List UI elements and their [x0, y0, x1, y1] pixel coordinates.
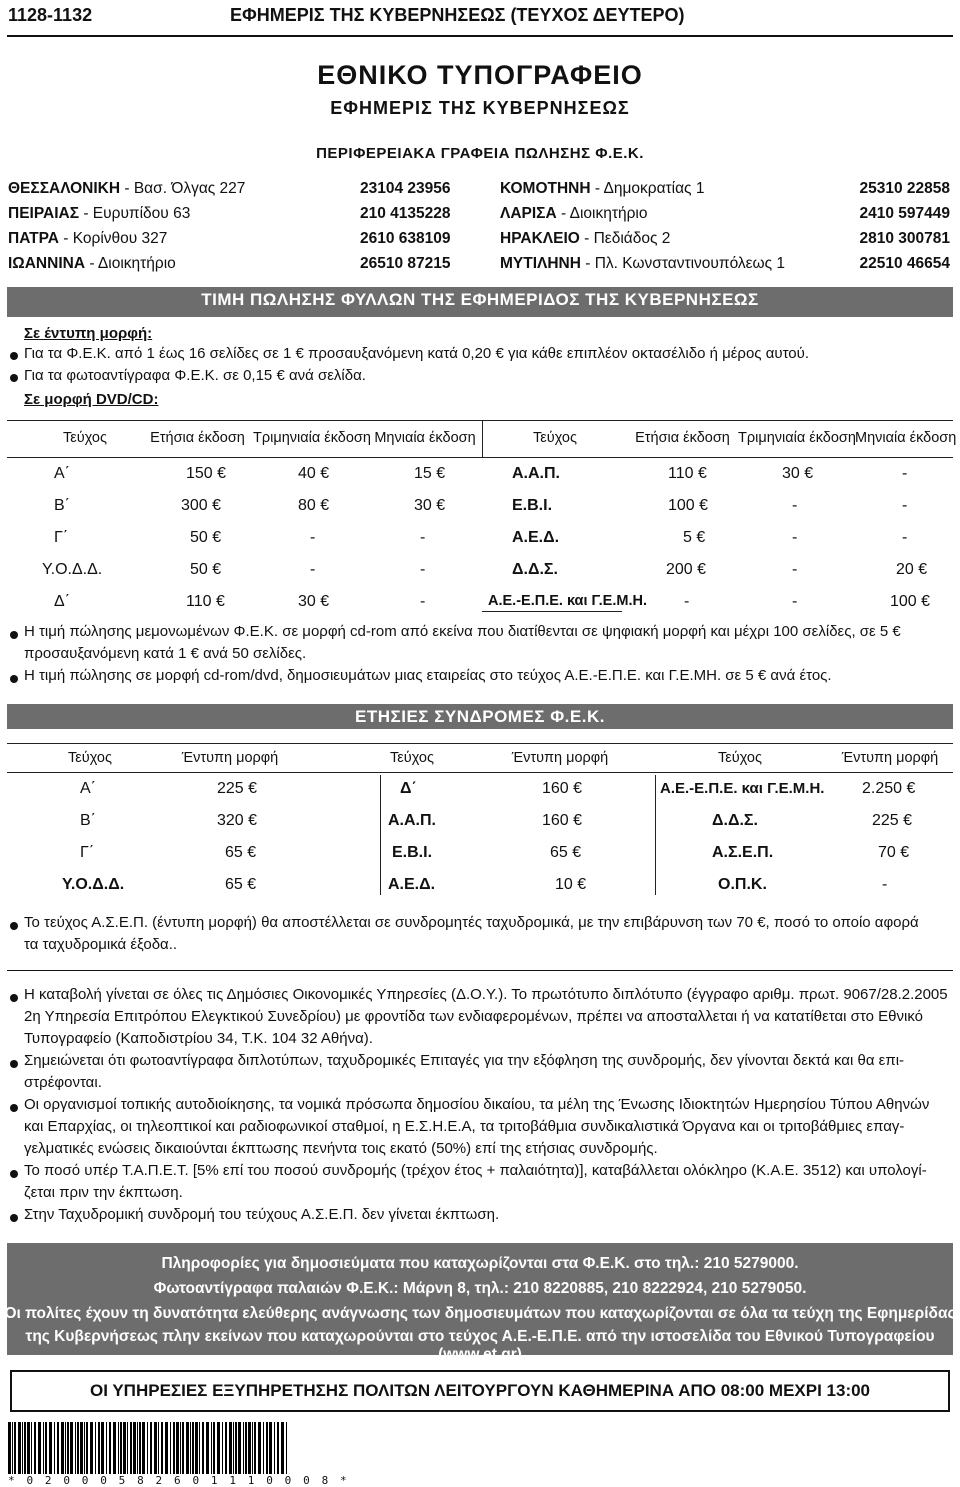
table-cell: -: [684, 593, 690, 610]
table-cell: Δ.Δ.Σ.: [712, 812, 758, 829]
cdrom-dvd-note: Η τιμή πώλησης σε μορφή cd-rom/dvd, δημοσιευμάτων μιας εταιρείας στο τεύχος Α.Ε.-Ε.Π.Ε. και Γ.Ε.ΜΗ. σε 5 € ανά έτος.: [24, 667, 832, 684]
payment-line: Τυπογραφείο (Καποδιστρίου 34, Τ.Κ. 104 32 Αθήνα).: [24, 1030, 373, 1047]
bullet-icon: [10, 1170, 18, 1178]
table-cell: 65 €: [225, 844, 257, 861]
table-header: Έντυπη μορφή: [511, 750, 609, 766]
asep-note-cont: τα ταχυδρομικά έξοδα..: [24, 936, 178, 953]
table-cell: 80 €: [298, 497, 330, 514]
table-cell: 110 €: [668, 465, 707, 482]
payment-line: στρέφονται.: [24, 1074, 102, 1091]
table-cell: 50 €: [190, 561, 222, 578]
asep-note: Το τεύχος Α.Σ.Ε.Π. (έντυπη μορφή) θα αποστέλλεται σε συνδρομητές ταχυδρομικά, με την επιβάρυνση των 70 €, ποσό το οποίο αφορά: [24, 914, 919, 931]
table-cell: 70 €: [878, 844, 910, 861]
table-cell: Δ΄: [54, 593, 71, 610]
publisher-subtitle: ΕΦΗΜΕΡΙΣ ΤΗΣ ΚΥΒΕΡΝΗΣΕΩΣ: [330, 98, 630, 118]
barcode-icon: [8, 1422, 290, 1474]
office-phone: 2410 597449: [859, 205, 950, 222]
table-divider: [482, 420, 483, 457]
office-phone: 2810 300781: [859, 230, 950, 247]
table-cell: 110 €: [186, 593, 225, 610]
table-rule: [7, 420, 953, 421]
table-divider: [655, 775, 656, 895]
table-cell: 40 €: [298, 465, 330, 482]
table-cell: 225 €: [217, 780, 258, 797]
table-cell: -: [420, 593, 426, 610]
table-cell: Β΄: [54, 497, 70, 514]
payment-line: Στην Ταχυδρομική συνδρομή του τεύχους Α.Σ.Ε.Π. δεν γίνεται έκπτωση.: [24, 1206, 500, 1223]
table-rule: [7, 457, 953, 458]
bullet-icon: [10, 994, 18, 1002]
office-phone: 26510 87215: [360, 255, 451, 272]
cdrom-note-cont: προσαυξανόμενη κατά 1 € ανά 50 σελίδες.: [24, 645, 307, 662]
table-cell: 100 €: [890, 593, 931, 610]
office-phone: 210 4135228: [360, 205, 451, 222]
table-header: Τεύχος: [533, 430, 577, 446]
office-row: ΠΑΤΡΑ - Κορίνθου 327: [8, 230, 168, 247]
table-cell: Γ΄: [80, 844, 95, 861]
table-cell: -: [902, 497, 908, 514]
office-row: ΚΟΜΟΤΗΝΗ - Δημοκρατίας 1: [500, 180, 705, 197]
info-line: Πληροφορίες για δημοσιεύματα που καταχωρίζονται στα Φ.Ε.Κ. στο τηλ.: 210 5279000.: [161, 1255, 799, 1272]
bullet-icon: [10, 374, 18, 382]
payment-line: Σημειώνεται ότι φωτοαντίγραφα διπλοτύπων, ταχυδρομικές Επιταγές για την εξόφληση της συνδρομής, δεν γίνονται δεκτά και θα επι-: [24, 1052, 905, 1069]
print-price-line: Για τα Φ.Ε.Κ. από 1 έως 16 σελίδες σε 1 € προσαυξανόμενη κατά 0,20 € για κάθε επιπλέον οκτασέλιδο ή μέρος αυτού.: [24, 345, 810, 362]
table-header: Τεύχος: [63, 430, 107, 446]
office-row: ΠΕΙΡΑΙΑΣ - Ευρυπίδου 63: [8, 205, 191, 222]
payment-line: 2η Υπηρεσία Επιτρόπου Ελεγκτικού Συνεδρίου) με φροντίδα των ενδιαφερομένων, πρέπει να αποσταλλεται ή να κατατίθεται στο Εθνικό: [24, 1008, 923, 1025]
section-rule: [7, 970, 953, 971]
table-cell: Α.Ε.Δ.: [388, 876, 436, 893]
table-cell: 65 €: [225, 876, 257, 893]
table-divider: [380, 775, 381, 895]
table-rule: [7, 772, 953, 773]
table-header: Τριμηνιαία έκδοση: [253, 430, 371, 446]
table-cell: Ε.Β.Ι.: [512, 497, 553, 514]
bullet-icon: [10, 1060, 18, 1068]
photocopy-price-line: Για τα φωτοαντίγραφα Φ.Ε.Κ. σε 0,15 € ανά σελίδα.: [24, 367, 366, 384]
table-cell: 320 €: [217, 812, 258, 829]
table-cell: Α΄: [54, 465, 70, 482]
table-header: Ετήσια έκδοση: [150, 430, 245, 446]
table-cell: Α.Ε.-Ε.Π.Ε. και Γ.Ε.Μ.Η.: [660, 780, 825, 797]
header-rule: [7, 35, 953, 37]
table-cell: Ο.Π.Κ.: [718, 876, 767, 893]
bullet-icon: [10, 1214, 18, 1222]
table-header: Ετήσια έκδοση: [635, 430, 730, 446]
payment-line: Το ποσό υπέρ Τ.Α.Π.Ε.Τ. [5% επί του ποσού συνδρομής (τρέχον έτος + παλαιότητα)], καταβάλλεται ολόκληρο (Κ.Α.Ε. 3512) και υπολογί-: [24, 1162, 927, 1179]
office-phone: 25310 22858: [859, 180, 950, 197]
table-cell: -: [310, 529, 316, 546]
table-cell: Γ΄: [54, 529, 69, 546]
office-phone: 23104 23956: [360, 180, 451, 197]
office-row: ΗΡΑΚΛΕΙΟ - Πεδιάδος 2: [500, 230, 671, 247]
bullet-icon: [10, 352, 18, 360]
table-cell: 65 €: [550, 844, 582, 861]
price-title: ΤΙΜΗ ΠΩΛΗΣΗΣ ΦΥΛΛΩΝ ΤΗΣ ΕΦΗΜΕΡΙΔΟΣ ΤΗΣ ΚΥΒΕΡΝΗΣΕΩΣ: [201, 290, 759, 309]
office-row: ΘΕΣΣΑΛΟΝΙΚΗ - Βασ. Όλγας 227: [8, 180, 246, 197]
bullet-icon: [10, 631, 18, 639]
table-cell: 200 €: [666, 561, 707, 578]
service-hours: ΟΙ ΥΠΗΡΕΣΙΕΣ ΕΞΥΠΗΡΕΤΗΣΗΣ ΠΟΛΙΤΩΝ ΛΕΙΤΟΥΡΓΟΥΝ ΚΑΘΗΜΕΡΙΝΑ ΑΠΟ 08:00 ΜΕΧΡΙ 13:00: [10, 1370, 950, 1412]
table-cell: 150 €: [186, 465, 227, 482]
table-header: Μηνιαία έκδοση: [855, 430, 957, 446]
payment-line: Η καταβολή γίνεται σε όλες τις Δημόσιες Οικονομικές Υπηρεσίες (Δ.Ο.Υ.). Το πρωτότυπο διπλότυπο (έγγραφο αριθμ. πρωτ. 9067/28.2.2005: [24, 986, 948, 1003]
table-cell: -: [792, 593, 798, 610]
table-cell: 15 €: [414, 465, 446, 482]
regional-offices-title: ΠΕΡΙΦΕΡΕΙΑΚΑ ΓΡΑΦΕΙΑ ΠΩΛΗΣΗΣ Φ.Ε.Κ.: [316, 145, 644, 162]
table-header: Έντυπη μορφή: [841, 750, 939, 766]
table-cell: -: [792, 561, 798, 578]
payment-line: Οι οργανισμοί τοπικής αυτοδιοίκησης, τα νομικά πρόσωπα δημοσίου δικαίου, τα μέλη της Ένωσης Ιδιοκτητών Ημερησίου Τύπου Αθηνών: [24, 1096, 930, 1113]
table-cell: Δ΄: [400, 780, 417, 797]
office-row: ΜΥΤΙΛΗΝΗ - Πλ. Κωνσταντινουπόλεως 1: [500, 255, 786, 272]
table-cell: Α.Ε.-Ε.Π.Ε. και Γ.Ε.Μ.Η.: [488, 593, 647, 609]
table-header: Έντυπη μορφή: [181, 750, 279, 766]
table-cell: 30 €: [298, 593, 330, 610]
barcode-number: * 0 2 0 0 0 5 8 2 6 0 1 1 1 0 0 0 8 *: [8, 1474, 350, 1487]
info-line: Οι πολίτες έχουν τη δυνατότητα ελεύθερης ανάγνωσης των δημοσιευμάτων που καταχωρίζονται σε όλα τα τεύχη της Εφημερίδας: [4, 1305, 956, 1322]
table-cell: -: [902, 465, 908, 482]
office-phone: 22510 46654: [859, 255, 950, 272]
page-range: 1128-1132: [8, 5, 93, 25]
publisher-name: ΕΘΝΙΚΟ ΤΥΠΟΓΡΑΦΕΙΟ: [317, 60, 643, 90]
info-line: Φωτοαντίγραφα παλαιών Φ.Ε.Κ.: Μάρνη 8, τηλ.: 210 8220885, 210 8222924, 210 5279050.: [153, 1280, 807, 1297]
table-cell: -: [310, 561, 316, 578]
table-cell: -: [902, 529, 908, 546]
table-cell: Α.Σ.Ε.Π.: [712, 844, 774, 861]
journal-title: ΕΦΗΜΕΡΙΣ ΤΗΣ ΚΥΒΕΡΝΗΣΕΩΣ (ΤΕΥΧΟΣ ΔΕΥΤΕΡΟ): [230, 5, 685, 25]
table-cell: 2.250 €: [862, 780, 916, 797]
table-cell: Υ.Ο.Δ.Δ.: [62, 876, 125, 893]
table-header: Μηνιαία έκδοση: [374, 430, 476, 446]
table-header: Τεύχος: [718, 750, 762, 766]
table-cell: -: [882, 876, 888, 893]
table-cell: 300 €: [181, 497, 222, 514]
table-cell: Α.Α.Π.: [512, 465, 560, 482]
table-cell: 5 €: [683, 529, 706, 546]
table-cell: Α΄: [80, 780, 96, 797]
table-rule: [7, 743, 953, 744]
bullet-icon: [10, 922, 18, 930]
dvd-label: Σε μορφή DVD/CD:: [24, 391, 159, 408]
table-cell: 100 €: [668, 497, 709, 514]
subscriptions-title: ΕΤΗΣΙΕΣ ΣΥΝΔΡΟΜΕΣ Φ.Ε.Κ.: [355, 707, 605, 726]
payment-line: ζεται πριν την έκπτωση.: [24, 1184, 183, 1201]
table-cell: Δ.Δ.Σ.: [512, 561, 558, 578]
bullet-icon: [10, 675, 18, 683]
table-header: Τριμηνιαία έκδοση: [738, 430, 856, 446]
office-row: ΙΩΑΝΝΙΝΑ - Διοικητήριο: [8, 255, 176, 272]
table-header: Τεύχος: [390, 750, 434, 766]
table-cell: 50 €: [190, 529, 222, 546]
table-cell: 10 €: [555, 876, 587, 893]
table-cell: Β΄: [80, 812, 96, 829]
table-cell: Α.Α.Π.: [388, 812, 436, 829]
office-phone: 2610 638109: [360, 230, 451, 247]
payment-line: γελματικές ενώσεις δικαιούνται έκπτωσης πενήντα τοις εκατό (50%) επί της ετήσιας συνδρομής.: [24, 1140, 658, 1157]
table-cell: -: [420, 561, 426, 578]
payment-line: και Επαρχίας, οι τηλεοπτικοί και ραδιοφωνικοί σταθμοί, η Ε.Σ.Η.Ε.Α, τα τριτοβάθμια συνδικαλιστικά Όργανα και οι τριτοβάθμιες επαγ-: [24, 1118, 905, 1135]
table-cell: 30 €: [414, 497, 446, 514]
office-row: ΛΑΡΙΣΑ - Διοικητήριο: [500, 205, 648, 222]
table-cell: 225 €: [872, 812, 913, 829]
info-line: της Κυβερνήσεως πλην εκείνων που καταχωρούνται στο τεύχος Α.Ε.-Ε.Π.Ε. από την ιστοσελίδα του Εθνικού Τυπογραφείου (www.et.gr): [25, 1328, 935, 1363]
print-label: Σε έντυπη μορφή:: [24, 325, 153, 342]
table-cell: -: [792, 529, 798, 546]
table-cell: 160 €: [542, 780, 583, 797]
table-cell: 160 €: [542, 812, 583, 829]
table-cell: 30 €: [782, 465, 814, 482]
table-cell: Ε.Β.Ι.: [392, 844, 433, 861]
table-cell: -: [420, 529, 426, 546]
bullet-icon: [10, 1104, 18, 1112]
cdrom-note: Η τιμή πώλησης μεμονωμένων Φ.Ε.Κ. σε μορφή cd-rom από εκείνα που διατίθενται σε ψηφιακή μορφή και μέχρι 100 σελίδες, σε 5 €: [24, 623, 901, 640]
table-cell: -: [792, 497, 798, 514]
table-rule: [482, 611, 622, 612]
table-cell: Υ.Ο.Δ.Δ.: [42, 561, 103, 578]
table-header: Τεύχος: [68, 750, 112, 766]
table-cell: 20 €: [896, 561, 928, 578]
table-cell: Α.Ε.Δ.: [512, 529, 560, 546]
